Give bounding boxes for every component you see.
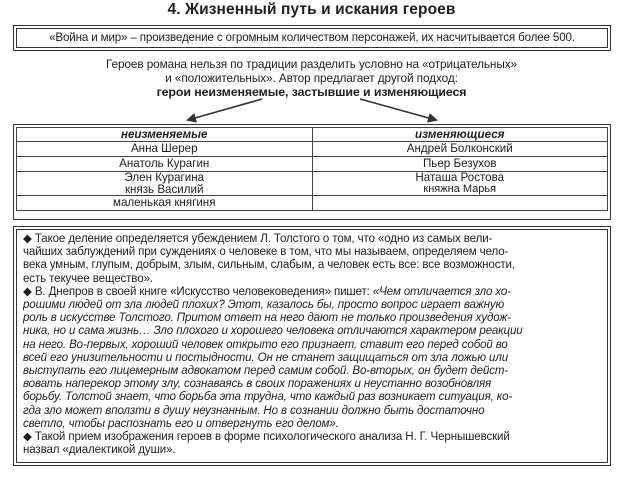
- intro-line-2: и «положительных». Автор предлагает другой подход:: [165, 70, 458, 85]
- arrow-left-icon: [188, 99, 262, 120]
- table-cell: [17, 172, 313, 196]
- table-row: [17, 172, 608, 196]
- table-cell: Пьер Безухов: [312, 157, 608, 172]
- text-line: вовать наперекор этому злу, сознаваясь в своих поражениях и неустанно возобновляя: [23, 378, 492, 391]
- text-line: гда зло может вползти в душу неузнанным. Но в сознании должно быть достаточно: [23, 404, 485, 417]
- page-title: 4. Жизненный путь и искания героев: [167, 1, 456, 18]
- text-line: роль в искусстве Толстого. Притом ответ на него дают не только произведения худож-: [23, 312, 511, 325]
- text-line: ◆ Такое деление определяется убеждением Л. Толстого о том, что «одно из самых вели-: [23, 233, 493, 245]
- table-cell: [312, 172, 608, 196]
- cell-line: княжна Марья: [423, 182, 497, 195]
- cell-line: Наташа Ростова: [415, 171, 505, 184]
- heroes-table-frame: [13, 124, 611, 220]
- text-line: светло, чтобы распознать его и отвергнуть его делом».: [23, 417, 339, 430]
- col-header-unchanging: неизменяемые: [17, 128, 313, 142]
- quote-frame: [13, 226, 611, 466]
- text-line: назвал «диалектикой души».: [23, 444, 176, 457]
- text-line: выступать его лицемерным адвокатом перед самим собой. Во-вторых, он будет дейст-: [23, 365, 509, 378]
- text-line: на него. Во-первых, хороший человек открыто его признает, ставит его перед собой во: [23, 338, 508, 351]
- text-run-italic: «Чем отличается зло хо-: [372, 285, 511, 298]
- callout-text: «Война и мир» – произведение с огромным количеством персонажей, их насчитывается более 500.: [16, 28, 608, 48]
- text-line: чайших заблуждений при суждениях о человеке в том, что мы называем, определяем чело-: [23, 246, 509, 259]
- cell-line: Элен Курагина: [124, 171, 205, 184]
- text-line: [23, 286, 601, 299]
- text-line: есть текучее вещество».: [23, 272, 153, 285]
- intro-paragraph: [0, 58, 623, 100]
- table-row: [17, 142, 608, 157]
- arrow-right-icon: [360, 99, 436, 120]
- text-line: века умным, глупым, добрым, злым, сильным, слабым, а человек есть все: все возможности,: [23, 259, 515, 272]
- table-cell: маленькая княгиня: [17, 196, 313, 211]
- text-line: всей его унизительности и постыдности. Он не станет защищаться от зла ложью или: [23, 351, 509, 364]
- col-header-changing: изменяющиеся: [312, 128, 608, 142]
- text-run: ◆ В. Днепров в своей книге «Искусство человековедения» пишет:: [23, 285, 373, 298]
- table-row: [17, 157, 608, 172]
- table-cell: Андрей Болконский: [312, 142, 608, 157]
- text-line: борьбу. Толстой знает, что борьба эта трудна, что каждый раз возникает ситуация, ко-: [23, 391, 513, 404]
- text-line: ◆ Такой прием изображения героев в форме психологического анализа Н. Г. Чернышевский: [23, 431, 510, 444]
- text-line: рошими людей от зла людей плохих? Этот, казалось бы, просто вопрос играет важную: [23, 299, 505, 312]
- table-cell: Анна Шерер: [17, 142, 313, 157]
- callout-box: [13, 25, 611, 51]
- heroes-table: [16, 127, 608, 211]
- table-row: [17, 196, 608, 211]
- quote-text: [16, 229, 608, 463]
- cell-line: князь Василий: [124, 182, 204, 196]
- arrows: [0, 96, 623, 126]
- intro-line-3: герои неизменяемые, застывшие и изменяющиеся: [156, 85, 467, 99]
- table-cell: Анатоль Курагин: [17, 157, 313, 172]
- intro-line-1: Героев романа нельзя по традиции разделить условно на «отрицательных»: [106, 57, 517, 71]
- table-cell: [312, 196, 608, 211]
- text-line: ника, но и сама жизнь… Зло плохого и хорошего человека отличаются характером реакции: [23, 325, 523, 338]
